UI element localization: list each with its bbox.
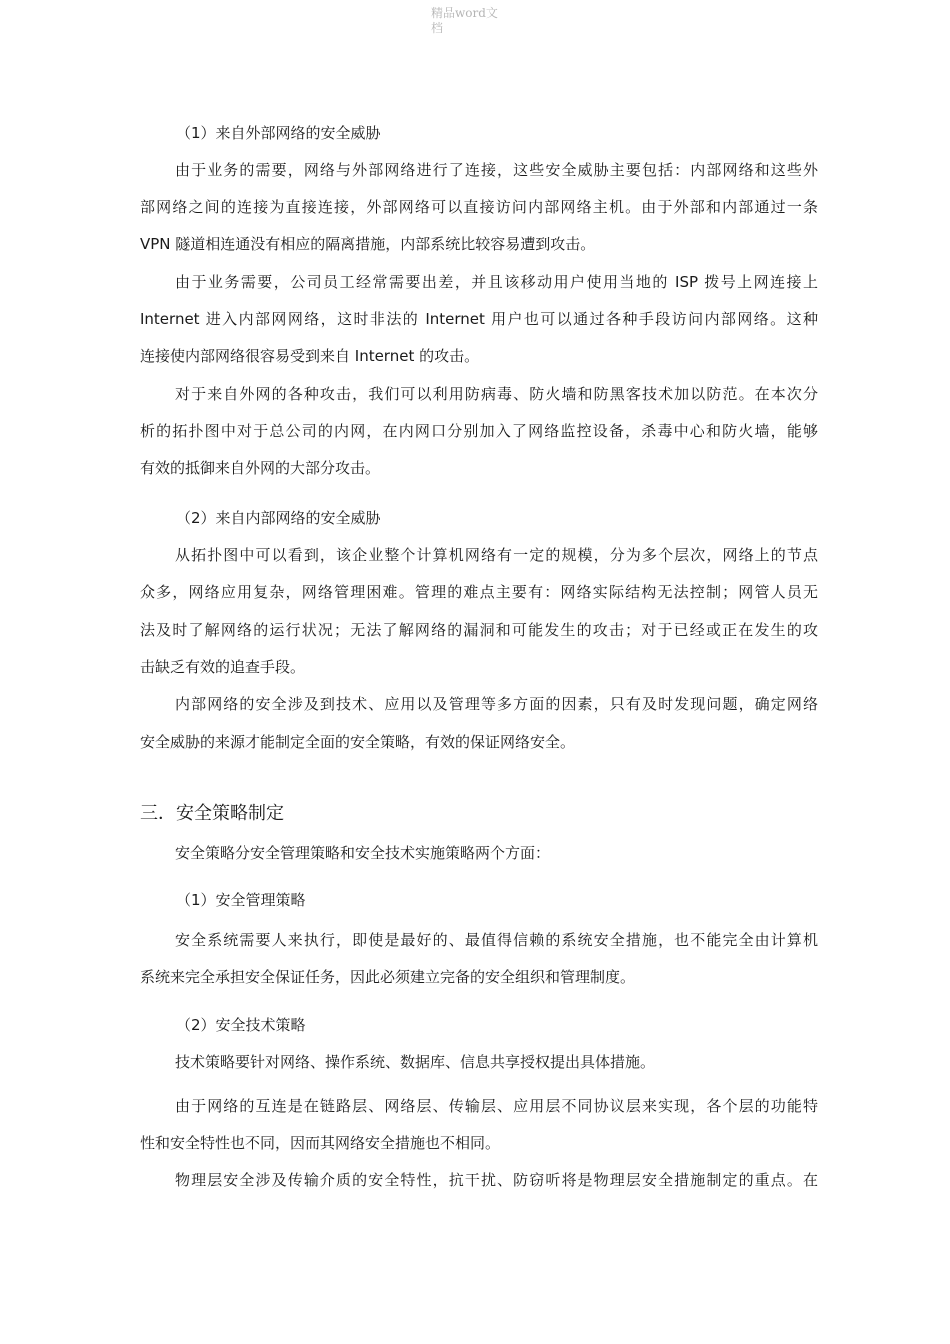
paragraph-line: 析的拓扑图中对于总公司的内网，在内网口分别加入了网络监控设备，杀毒中心和防火墙，能够	[140, 422, 818, 440]
paragraph-line: 安全威胁的来源才能制定全面的安全策略，有效的保证网络安全。	[140, 733, 576, 751]
paragraph-line: 内部网络的安全涉及到技术、应用以及管理等多方面的因素，只有及时发现问题，确定网络	[175, 695, 818, 713]
paragraph-line: VPN 隧道相连通没有相应的隔离措施，内部系统比较容易遭到攻击。	[140, 235, 596, 253]
paragraph-line: Internet 进入内部网网络，这时非法的 Internet 用户也可以通过各种手段访问内部网络。这种	[140, 310, 818, 328]
paragraph-line: 法及时了解网络的运行状况；无法了解网络的漏洞和可能发生的攻击；对于已经或正在发生的攻	[140, 621, 818, 639]
header-line-1: 精品word文	[431, 6, 498, 20]
header-line-2: 档	[431, 21, 444, 35]
page-header	[431, 6, 511, 36]
subheading-internal-threats: （2）来自内部网络的安全威胁	[176, 509, 381, 527]
paragraph-line: 有效的抵御来自外网的大部分攻击。	[140, 459, 381, 477]
section-title: 三．安全策略制定	[140, 803, 284, 824]
paragraph-line: 由于网络的互连是在链路层、网络层、传输层、应用层不同协议层来实现，各个层的功能特	[175, 1097, 818, 1115]
paragraph-line: 安全策略分安全管理策略和安全技术实施策略两个方面：	[175, 844, 551, 862]
paragraph-line: 由于业务的需要，网络与外部网络进行了连接，这些安全威胁主要包括：内部网络和这些外	[175, 161, 818, 179]
subheading-external-threats: （1）来自外部网络的安全威胁	[176, 124, 381, 142]
paragraph-line: 击缺乏有效的追查手段。	[140, 658, 306, 676]
paragraph-line: 众多，网络应用复杂，网络管理困难。管理的难点主要有：网络实际结构无法控制；网管人员无	[140, 583, 818, 601]
paragraph-line: 由于业务需要，公司员工经常需要出差，并且该移动用户使用当地的 ISP 拨号上网连接上	[175, 273, 818, 291]
paragraph-line: 系统来完全承担安全保证任务，因此必须建立完备的安全组织和管理制度。	[140, 968, 636, 986]
paragraph-line: 物理层安全涉及传输介质的安全特性，抗干扰、防窃听将是物理层安全措施制定的重点。在	[175, 1171, 818, 1189]
paragraph-line: 性和安全特性也不同，因而其网络安全措施也不相同。	[140, 1134, 501, 1152]
subheading-technical-strategy: （2）安全技术策略	[176, 1016, 306, 1034]
paragraph-line: 安全系统需要人来执行，即使是最好的、最值得信赖的系统安全措施，也不能完全由计算机	[175, 931, 818, 949]
paragraph-line: 从拓扑图中可以看到，该企业整个计算机网络有一定的规模，分为多个层次，网络上的节点	[175, 546, 818, 564]
subheading-management-strategy: （1）安全管理策略	[176, 891, 306, 909]
paragraph-line: 连接使内部网络很容易受到来自 Internet 的攻击。	[140, 347, 480, 365]
paragraph-line: 对于来自外网的各种攻击，我们可以利用防病毒、防火墙和防黑客技术加以防范。在本次分	[175, 385, 818, 403]
paragraph-line: 部网络之间的连接为直接连接，外部网络可以直接访问内部网络主机。由于外部和内部通过一条	[140, 198, 818, 216]
paragraph-line: 技术策略要针对网络、操作系统、数据库、信息共享授权提出具体措施。	[175, 1053, 656, 1071]
